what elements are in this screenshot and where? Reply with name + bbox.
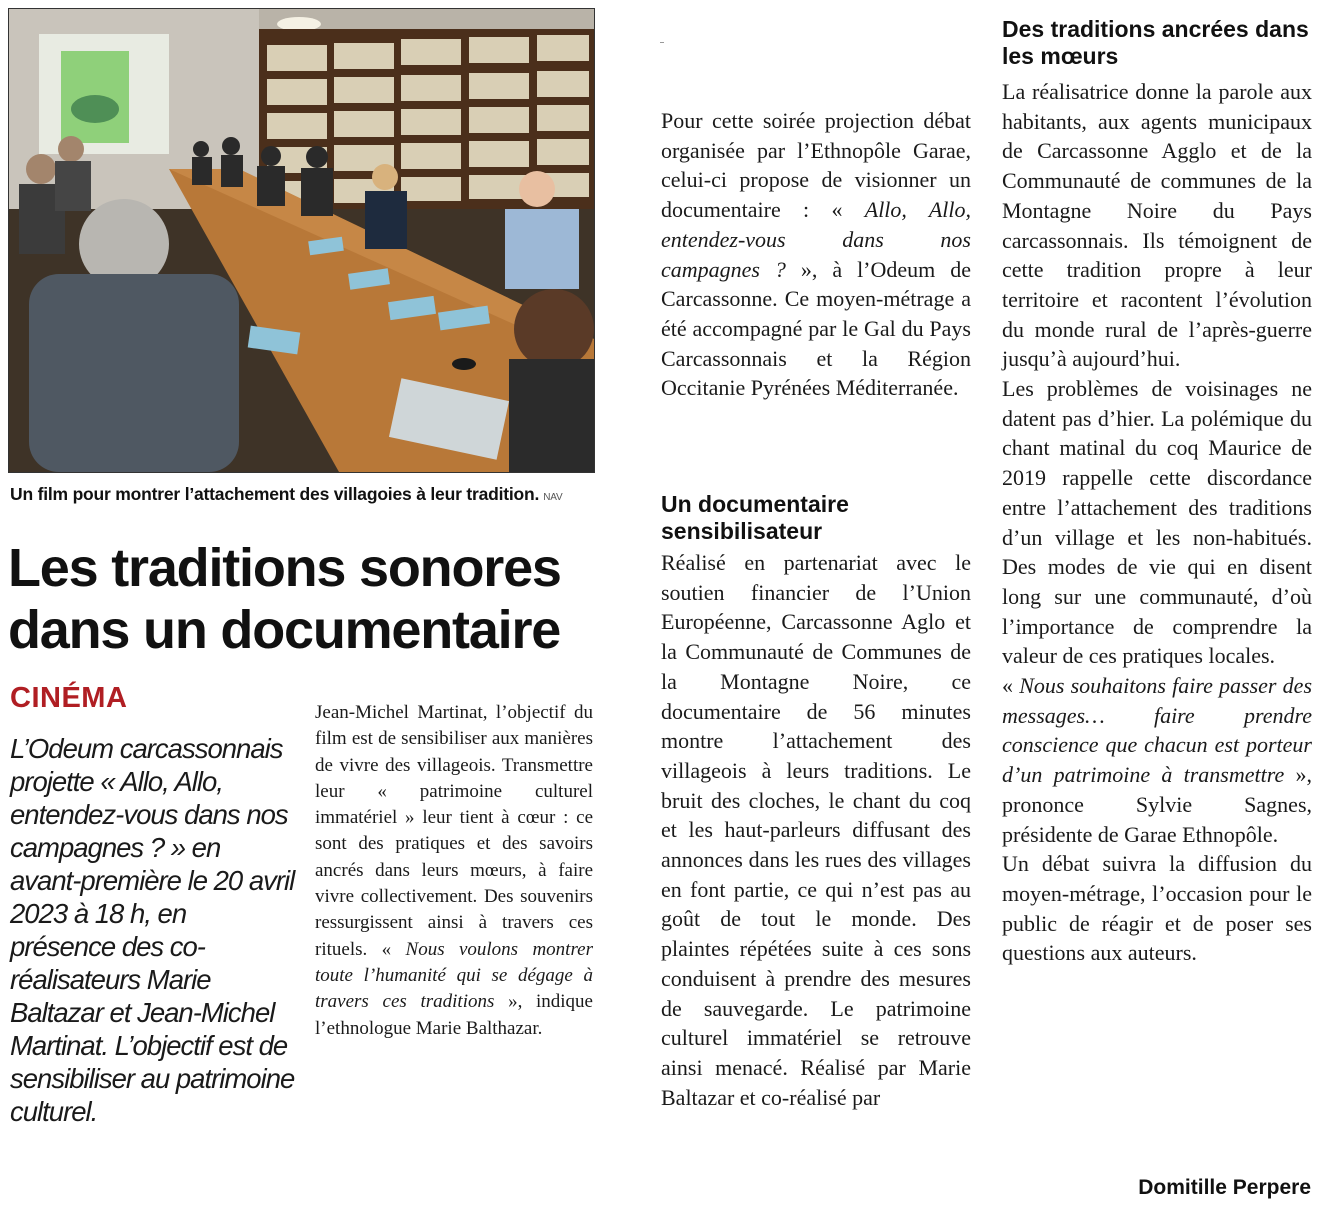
paragraph [661, 106, 971, 403]
text-run: », prononce Sylvie Sagnes, présidente de Garae Ethnopôle. [1002, 762, 1312, 847]
body-column-2b [661, 548, 971, 1112]
divider [660, 42, 664, 43]
photo-credit: NAV [543, 492, 563, 503]
text-run: Jean-Michel Martinat, l’objectif du film est de sensibiliser aux manières de vivre des villageois. Transmettre leur « patrimoine culturel immatériel » leur tient à cœur : ce sont des pratiques et des savoirs ancrés dans leurs mœurs, à faire vivre collectivement. Des souvenirs ressurgissent ainsi à travers ces rituels. « [315, 702, 593, 960]
text-run: », indique l’ethnologue Marie Balthazar. [315, 991, 593, 1039]
subheading-sensibilisateur: Un documentaire sensibilisateur [661, 491, 849, 544]
body-column-2 [661, 106, 971, 403]
subheading-traditions: Des traditions ancrées dans les mœurs [1002, 16, 1309, 69]
article-standfirst: L’Odeum carcassonnais projette « Allo, Allo, entendez-vous dans nos campagnes ? » en avant-première le 20 avril 2023 à 18 h, en présence des co-réalisateurs Marie Baltazar et Jean-Michel Martinat. L’objectif est de sensibiliser au patrimoine culturel. [10, 733, 295, 1127]
paragraph: Un débat suivra la diffusion du moyen-métrage, l’occasion pour le public de réagir et de poser ses questions aux auteurs. [1002, 851, 1312, 966]
film-title: Allo, Allo, entendez-vous dans nos campagnes ? [661, 197, 971, 282]
paragraph [315, 700, 593, 1042]
paragraph [1002, 671, 1312, 849]
paragraph: Les problèmes de voisinages ne datent pas d’hier. La polémique du chant matinal du coq Maurice de 2019 rappelle cette discordance entre l’attachement des traditions d’un village et les non-habitués. Des modes de vie qui en disent long sur une communauté, d’où l’importance de comprendre la valeur de ces pratiques locales. [1002, 376, 1312, 669]
quote: Nous voulons montrer toute l’humanité qui se dégage à travers ces traditions [315, 938, 593, 1013]
article-photo [8, 8, 595, 473]
caption-text: Un film pour montrer l’attachement des villagoies à leur tradition. [10, 484, 540, 504]
quote: Nous souhaitons faire passer des messages… faire prendre conscience que chacun est porteur d’un patrimoine à transmettre [1002, 673, 1313, 788]
body-column-3 [1002, 77, 1312, 968]
photo-caption [10, 484, 600, 505]
section-rubric: CINÉMA [10, 682, 128, 714]
body-column-1 [315, 700, 593, 1042]
author-signature: Domitille Perpere [1138, 1176, 1311, 1199]
text-run: « [1002, 673, 1020, 699]
paragraph: La réalisatrice donne la parole aux habitants, aux agents municipaux de Carcassonne Agglo et de la Communauté de communes de la Montagne Noire du Pays carcassonnais. Ils témoignent de cette tradition propre à leur territoire et racontent l’évolution du monde rural de l’après-guerre jusqu’à aujourd’hui. [1002, 79, 1312, 372]
text-run: », à l’Odeum de Carcassonne. Ce moyen-métrage a été accompagné par le Gal du Pays Carcassonnais et la Région Occitanie Pyrénées Méditerranée. [661, 256, 971, 401]
article-headline: Les traditions sonores dans un documentaire [8, 538, 561, 660]
paragraph: Réalisé en partenariat avec le soutien financier de l’Union Européenne, Carcassonne Aglo et la Communauté de Communes de la Montagne Noire, ce documentaire de 56 minutes montre l’attachement des villageois à leurs traditions. Le bruit des cloches, le chant du coq et les haut-parleurs diffusant des annonces dans les rues des villages en font partie, ce qui n’est pas au goût de tout le monde. Des plaintes répétées suite à ces sons conduisent à prendre des mesures de sauvegarde. Le patrimoine culturel immatériel se retrouve ainsi menacé. Réalisé par Marie Baltazar et co-réalisé par [661, 550, 971, 1110]
text-run: Pour cette soirée projection débat organisée par l’Ethnopôle Garae, celui-ci propose de visionner un documentaire : « [661, 108, 971, 223]
